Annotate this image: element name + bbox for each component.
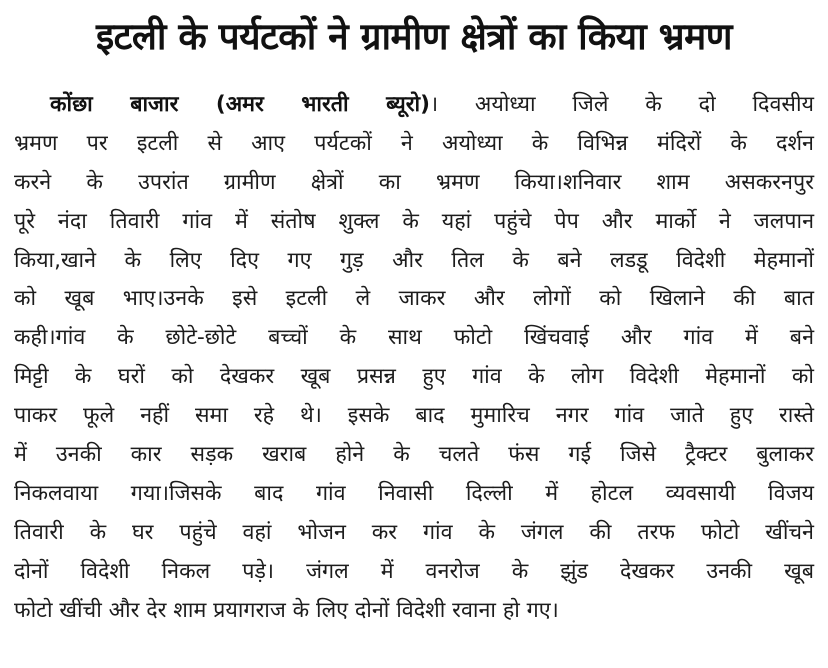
article-line-6: को खूब भाए।उनके इसे इटली ले जाकर और लोगों को खिलाने की बात <box>14 286 814 312</box>
article-line-1 <box>14 86 814 125</box>
article-line-11: निकलवाया गया।जिसके बाद गांव निवासी दिल्ली में होटल व्यवसायी विजय <box>14 480 814 506</box>
first-line-text: । अयोध्या जिले के दो दिवसीय <box>429 92 815 117</box>
dateline: कोंछा बाजार (अमर भारती ब्यूरो) <box>50 92 430 117</box>
article-line-9: पाकर फूले नहीं समा रहे थे। इसके बाद मुमारिच नगर गांव जाते हुए रास्ते <box>14 403 814 429</box>
article-line-12: तिवारी के घर पहुंचे वहां भोजन कर गांव के जंगल की तरफ फोटो खींचने <box>14 519 814 545</box>
headline: इटली के पर्यटकों ने ग्रामीण क्षेत्रों का किया भ्रमण <box>96 15 732 58</box>
article-line-5: किया,खाने के लिए दिए गए गुड़ और तिल के बने लडडू विदेशी मेहमानों <box>14 247 814 273</box>
article-line-14: फोटो खींची और देर शाम प्रयागराज के लिए दोनों विदेशी रवाना हो गए। <box>14 597 559 623</box>
article-line-4: पूरे नंदा तिवारी गांव में संतोष शुक्ल के यहां पहुंचे पेप और मार्को ने जलपान <box>14 208 814 234</box>
article-line-8: मिट्टी के घरों को देखकर खूब प्रसन्न हुए गांव के लोग विदेशी मेहमानों को <box>14 364 814 390</box>
article-line-3: करने के उपरांत ग्रामीण क्षेत्रों का भ्रमण किया।शनिवार शाम असकरनपुर <box>14 169 814 195</box>
article-line-7: कही।गांव के छोटे-छोटे बच्चों के साथ फोटो खिंचवाई और गांव में बने <box>14 325 814 351</box>
article-line-10: में उनकी कार सड़क खराब होने के चलते फंस गई जिसे ट्रैक्टर बुलाकर <box>14 442 814 468</box>
article-line-13: दोनों विदेशी निकल पड़े। जंगल में वनरोज के झुंड देखकर उनकी खूब <box>14 558 814 584</box>
article-line-2: भ्रमण पर इटली से आए पर्यटकों ने अयोध्या के विभिन्न मंदिरों के दर्शन <box>14 130 814 156</box>
article-body <box>14 86 814 630</box>
